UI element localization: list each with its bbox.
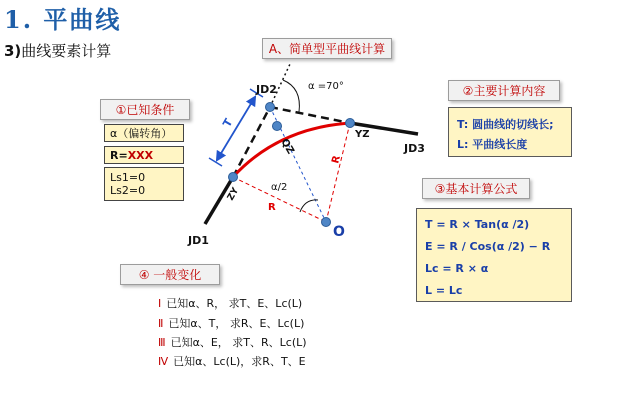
tangent-length-arrow <box>217 97 255 160</box>
page-title: 1. 平曲线 <box>4 5 122 34</box>
known-r <box>104 146 184 164</box>
formula-l: L = Lc <box>425 284 463 297</box>
formulas-label: ③基本计算公式 <box>422 178 530 199</box>
label-zy: ZY <box>225 186 242 203</box>
label-qz: QZ <box>278 137 296 157</box>
variation-case-num: Ⅰ <box>158 297 162 310</box>
label-half-alpha: α/2 <box>271 182 288 193</box>
label-t: T <box>220 116 236 130</box>
known-ls1: Ls1=0 <box>110 171 146 184</box>
label-r-vertical: R <box>330 154 343 165</box>
tangent-jd2-yz <box>270 107 350 123</box>
formula-t: T = R × Tan(α /2) <box>425 218 530 231</box>
formula-e: E = R / Cos(α /2) − R <box>425 240 551 253</box>
alpha-angle-arc <box>283 80 299 112</box>
label-jd3: JD3 <box>404 142 425 155</box>
main-calc-label: ②主要计算内容 <box>448 80 560 101</box>
section-text: 曲线要素计算 <box>21 42 112 60</box>
variation-case-text: 已知α、T， 求R、E、Lc(L) <box>168 317 305 330</box>
known-ls <box>104 167 184 201</box>
point-yz <box>346 119 355 128</box>
tangent-zy-jd2 <box>233 107 270 177</box>
variation-label: ④ 一般变化 <box>120 264 220 285</box>
point-jd2 <box>266 103 275 112</box>
known-ls2: Ls2=0 <box>110 184 146 197</box>
formulas-panel <box>416 208 572 302</box>
label-jd2: JD2 <box>256 83 277 96</box>
label-yz: YZ <box>355 129 370 140</box>
variation-case <box>158 334 307 350</box>
point-zy <box>229 173 238 182</box>
variation-case-text: 已知α、Lc(L)，求R、T、E <box>173 355 306 368</box>
variation-case <box>158 315 304 331</box>
variation-case-num: Ⅱ <box>158 317 164 330</box>
known-conditions-label: ①已知条件 <box>100 99 190 120</box>
variation-case-text: 已知α、E， 求T、R、Lc(L) <box>170 336 307 349</box>
diagram-label: A、简单型平曲线计算 <box>262 38 392 59</box>
known-alpha: α（偏转角） <box>104 124 184 142</box>
known-r-value: XXX <box>127 148 154 162</box>
label-jd1: JD1 <box>188 234 209 247</box>
known-r-label: R= <box>110 148 128 162</box>
main-calc-item: T: 圆曲线的切线长; <box>457 118 554 131</box>
label-alpha: α =70° <box>308 81 344 92</box>
radius-yz <box>326 123 350 222</box>
label-r-lower: R <box>268 202 276 213</box>
tick-zy <box>209 158 222 166</box>
point-qz <box>273 122 282 131</box>
main-calc-item: L: 平曲线长度 <box>457 138 528 151</box>
variation-case-num: Ⅳ <box>158 355 169 368</box>
tangent-jd1-zy <box>205 177 233 224</box>
section-prefix: 3) <box>4 42 22 60</box>
variation-case <box>158 295 302 311</box>
variation-case-num: Ⅲ <box>158 336 166 349</box>
variation-case-text: 已知α、R， 求T、E、Lc(L) <box>166 297 303 310</box>
formula-lc: Lc = R × α <box>425 262 489 275</box>
point-o <box>322 218 331 227</box>
label-o: O <box>333 224 345 240</box>
main-calc-panel <box>448 107 572 157</box>
variation-case <box>158 353 306 369</box>
